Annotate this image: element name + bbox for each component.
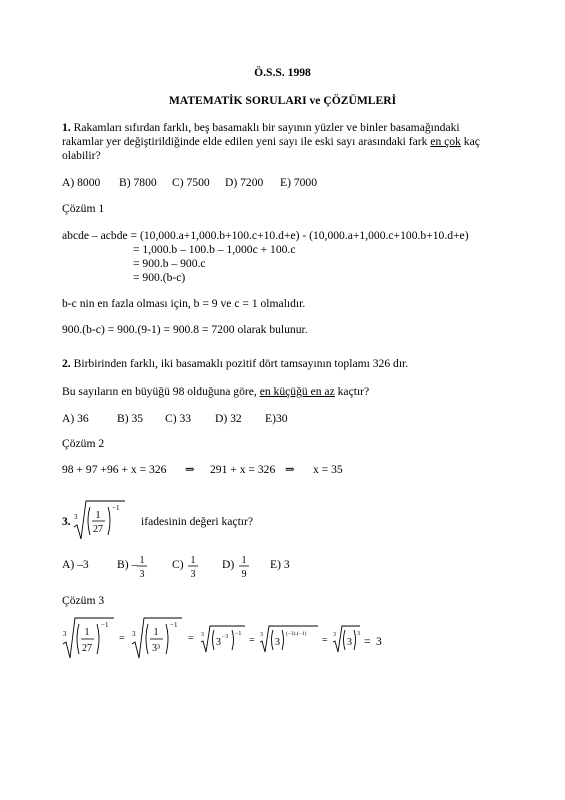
q3-number: 3. xyxy=(62,515,71,528)
q1-option-b: B) 7800 xyxy=(119,176,157,189)
svg-text:1: 1 xyxy=(84,627,90,638)
q3-option-a: A) –3 xyxy=(62,558,89,571)
q3-sol-term5 xyxy=(333,626,360,652)
svg-text:3: 3 xyxy=(201,632,204,638)
svg-text:−1: −1 xyxy=(170,621,178,629)
q3-sol-term4 xyxy=(260,626,318,652)
q3-solution-result: 3 xyxy=(376,635,382,648)
svg-text:=: = xyxy=(322,635,328,646)
q2-solution-part2: 291 + x = 326 xyxy=(210,463,276,476)
q1-solution-title: Çözüm 1 xyxy=(62,202,105,215)
svg-text:1: 1 xyxy=(95,510,101,521)
q3-option-d: D) xyxy=(222,558,235,571)
q2-option-c: C) 33 xyxy=(165,412,192,425)
svg-text:9: 9 xyxy=(241,569,247,580)
q2-solution-part3: x = 35 xyxy=(313,463,343,476)
document-title: Ö.S.S. 1998 xyxy=(254,66,311,79)
svg-text:=: = xyxy=(188,633,194,644)
svg-text:3: 3 xyxy=(333,632,336,638)
q1-option-c: C) 7500 xyxy=(172,176,210,189)
svg-text:3: 3 xyxy=(275,637,280,648)
svg-text:3: 3 xyxy=(132,630,136,638)
q2-text-line2: Bu sayıların en büyüğü 98 olduğuna göre, en küçüğü en az kaçtır? xyxy=(62,385,370,398)
q2-solution-title: Çözüm 2 xyxy=(62,437,105,450)
svg-text:3: 3 xyxy=(357,631,360,637)
q3-solution-eq-final: = xyxy=(364,635,371,648)
svg-text:=: = xyxy=(119,633,125,644)
q1-text-line2: rakamlar yer değiştirildiğinde elde edilen yeni sayı ile eski sayı arasındaki fark en çok kaç xyxy=(62,135,480,148)
q3-sol-term3 xyxy=(201,626,245,652)
q1-number: 1. xyxy=(62,121,71,134)
svg-text:(−3).(−1): (−3).(−1) xyxy=(286,631,307,637)
q1-text-line3: olabilir? xyxy=(62,149,101,162)
q3-option-d-fraction xyxy=(238,552,250,580)
q2-solution-part1: 98 + 97 +96 + x = 326 xyxy=(62,463,167,476)
svg-text:3³: 3³ xyxy=(152,643,160,654)
svg-text:−1: −1 xyxy=(101,621,109,629)
q2-option-e: E)30 xyxy=(265,412,288,425)
q1-solution-line1: abcde – acbde = (10,000.a+1,000.b+100.c+10.d+e) - (10,000.a+1,000.c+100.b+10.d+e) xyxy=(62,229,469,242)
q1-solution-line4: = 900.(b-c) xyxy=(133,271,186,284)
svg-text:1: 1 xyxy=(241,555,247,566)
q1-solution-line5: b-c nin en fazla olması için, b = 9 ve c = 1 olmalıdır. xyxy=(62,297,306,310)
q3-sol-term2 xyxy=(132,618,182,658)
svg-text:−3: −3 xyxy=(222,634,229,640)
svg-text:3: 3 xyxy=(347,637,352,648)
q2-option-b: B) 35 xyxy=(117,412,144,425)
q2-number: 2. xyxy=(62,357,71,370)
q3-option-b: B) – xyxy=(117,558,138,571)
q1-option-d: D) 7200 xyxy=(225,176,264,189)
q3-question-text: ifadesinin değeri kaçtır? xyxy=(141,515,254,528)
q1-option-a: A) 8000 xyxy=(62,176,101,189)
svg-text:3: 3 xyxy=(74,513,78,521)
q3-solution-equation xyxy=(60,614,380,662)
q1-solution-line6: 900.(b-c) = 900.(9-1) = 900.8 = 7200 olarak bulunur. xyxy=(62,323,308,336)
q2-option-a: A) 36 xyxy=(62,412,89,425)
svg-text:=: = xyxy=(249,635,255,646)
q2-implies-arrow-2: ⇒ xyxy=(285,463,295,476)
q1-solution-line2: = 1,000.b – 100.b – 1,000c + 100.c xyxy=(133,243,296,256)
svg-text:1: 1 xyxy=(139,555,145,566)
q3-sol-term1 xyxy=(63,618,114,658)
q1-solution-line3: = 900.b – 900.c xyxy=(133,257,206,270)
svg-text:3: 3 xyxy=(216,637,221,648)
svg-text:3: 3 xyxy=(260,632,263,638)
document-subtitle: MATEMATİK SORULARI ve ÇÖZÜMLERİ xyxy=(168,94,397,107)
q3-expression xyxy=(73,497,133,543)
svg-text:1: 1 xyxy=(153,627,159,638)
q2-implies-arrow-1: ⇒ xyxy=(185,463,195,476)
q3-option-c-fraction xyxy=(187,552,199,580)
q3-solution-title: Çözüm 3 xyxy=(62,594,105,607)
svg-text:3: 3 xyxy=(63,630,67,638)
q3-option-c: C) xyxy=(172,558,184,571)
svg-text:27: 27 xyxy=(82,643,92,654)
q3-option-e: E) 3 xyxy=(270,558,290,571)
q2-text-line1: 2. Birbirinden farklı, iki basamaklı pozitif dört tamsayının toplamı 326 dır. xyxy=(62,357,409,370)
svg-text:3: 3 xyxy=(190,569,196,580)
svg-text:27: 27 xyxy=(93,524,103,535)
svg-text:1: 1 xyxy=(190,555,196,566)
q1-text-line1: 1. Rakamları sıfırdan farklı, beş basamaklı bir sayının yüzler ve binler basamağındaki xyxy=(62,121,460,134)
q3-option-b-fraction xyxy=(136,552,148,580)
svg-text:3: 3 xyxy=(139,569,145,580)
svg-text:−1: −1 xyxy=(112,504,120,512)
svg-text:−1: −1 xyxy=(235,631,242,637)
q2-option-d: D) 32 xyxy=(215,412,242,425)
q1-option-e: E) 7000 xyxy=(280,176,318,189)
